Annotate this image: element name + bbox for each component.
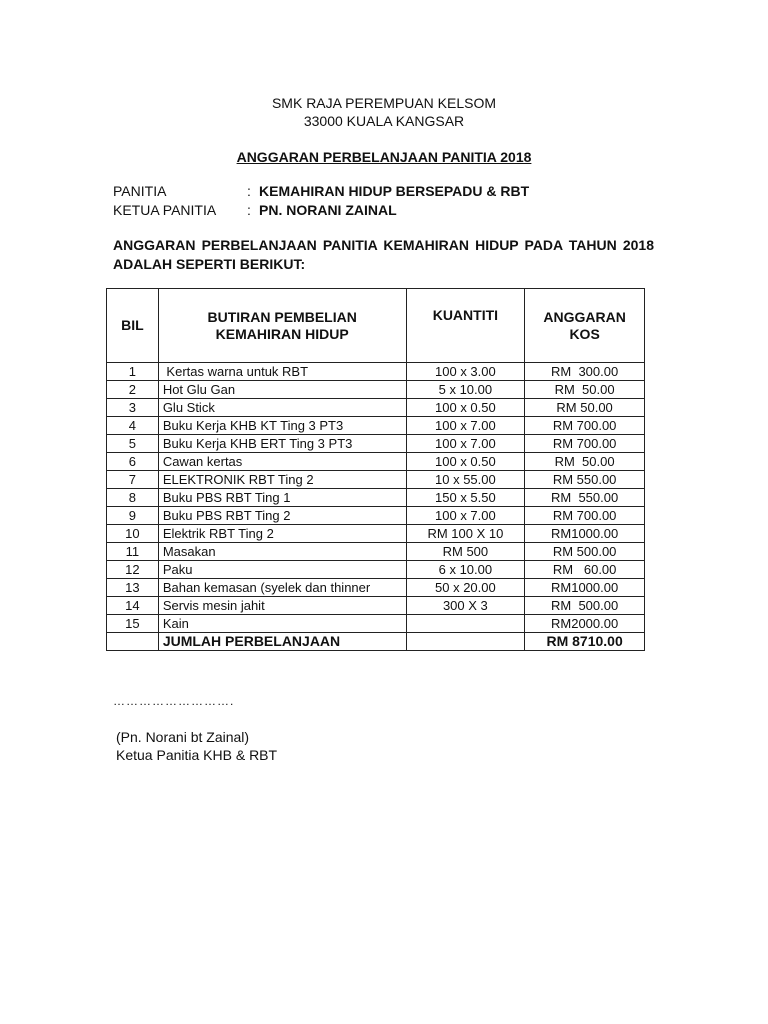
cell-cost: RM 50.00 <box>525 453 645 471</box>
cell-cost: RM 50.00 <box>525 399 645 417</box>
cell-qty: 100 x 7.00 <box>406 417 525 435</box>
cell-bil: 7 <box>107 471 159 489</box>
cell-bil: 12 <box>107 561 159 579</box>
cell-item: Cawan kertas <box>158 453 406 471</box>
cell-item: ELEKTRONIK RBT Ting 2 <box>158 471 406 489</box>
school-name: SMK RAJA PEREMPUAN KELSOM <box>271 95 497 111</box>
document-title: ANGGARAN PERBELANJAAN PANITIA 2018 <box>236 149 532 165</box>
cell-bil: 4 <box>107 417 159 435</box>
cell-qty: 150 x 5.50 <box>406 489 525 507</box>
cell-item: Buku PBS RBT Ting 2 <box>158 507 406 525</box>
ketua-separator: : <box>247 202 251 218</box>
cell-qty: 50 x 20.00 <box>406 579 525 597</box>
header-cost-line2: KOS <box>569 325 600 342</box>
cell-cost: RM1000.00 <box>525 579 645 597</box>
cell-bil: 8 <box>107 489 159 507</box>
table-row <box>107 417 645 435</box>
cell-bil: 1 <box>107 363 159 381</box>
cell-item: Paku <box>158 561 406 579</box>
school-address: 33000 KUALA KANGSAR <box>303 113 465 129</box>
cell-qty: 100 x 7.00 <box>406 507 525 525</box>
panitia-separator: : <box>247 183 251 199</box>
header-item-line2: KEMAHIRAN HIDUP <box>215 325 349 342</box>
header-bil: BIL <box>107 289 159 363</box>
cell-item: Kertas warna untuk RBT <box>158 363 406 381</box>
cell-qty: 10 x 55.00 <box>406 471 525 489</box>
signatory-position: Ketua Panitia KHB & RBT <box>116 747 278 763</box>
cell-bil: 11 <box>107 543 159 561</box>
cell-qty: 100 x 3.00 <box>406 363 525 381</box>
cell-cost: RM1000.00 <box>525 525 645 543</box>
cell-qty: 100 x 7.00 <box>406 435 525 453</box>
intro-paragraph: ANGGARAN PERBELANJAAN PANITIA KEMAHIRAN HIDUP PADA TAHUN 2018 ADALAH SEPERTI BERIKUT: <box>113 237 654 272</box>
total-label: JUMLAH PERBELANJAAN <box>158 633 406 651</box>
ketua-value: PN. NORANI ZAINAL <box>259 202 397 218</box>
table-row <box>107 615 645 633</box>
cell-cost: RM 50.00 <box>525 381 645 399</box>
header-item <box>158 289 406 363</box>
cell-bil: 2 <box>107 381 159 399</box>
cell-item: Masakan <box>158 543 406 561</box>
table-row <box>107 471 645 489</box>
cell-qty: RM 100 X 10 <box>406 525 525 543</box>
cell-bil: 3 <box>107 399 159 417</box>
cell-item: Buku Kerja KHB ERT Ting 3 PT3 <box>158 435 406 453</box>
header-item-line1: BUTIRAN PEMBELIAN <box>207 308 357 325</box>
cell-bil: 9 <box>107 507 159 525</box>
cell-bil: 15 <box>107 615 159 633</box>
cell-item: Glu Stick <box>158 399 406 417</box>
header-cost-line1: ANGGARAN <box>543 308 626 325</box>
signatory-name: (Pn. Norani bt Zainal) <box>116 729 250 745</box>
table-row <box>107 561 645 579</box>
header-qty: KUANTITI <box>406 289 525 363</box>
budget-table <box>106 288 645 651</box>
cell-bil: 6 <box>107 453 159 471</box>
cell-item: Servis mesin jahit <box>158 597 406 615</box>
cell-cost: RM 550.00 <box>525 489 645 507</box>
table-row <box>107 507 645 525</box>
cell-cost: RM2000.00 <box>525 615 645 633</box>
table-row <box>107 525 645 543</box>
signature-line: ………………………. <box>113 694 235 708</box>
table-row <box>107 579 645 597</box>
cell-item: Kain <box>158 615 406 633</box>
cell-qty: RM 500 <box>406 543 525 561</box>
table-row <box>107 399 645 417</box>
table-row <box>107 363 645 381</box>
header-cost <box>525 289 645 363</box>
cell-qty: 100 x 0.50 <box>406 453 525 471</box>
table-row <box>107 489 645 507</box>
cell-cost: RM 700.00 <box>525 435 645 453</box>
total-value: RM 8710.00 <box>525 633 645 651</box>
cell-cost: RM 550.00 <box>525 471 645 489</box>
cell-item: Elektrik RBT Ting 2 <box>158 525 406 543</box>
table-body <box>107 363 645 633</box>
cell-bil: 5 <box>107 435 159 453</box>
cell-item: Buku PBS RBT Ting 1 <box>158 489 406 507</box>
cell-qty <box>406 615 525 633</box>
cell-item: Bahan kemasan (syelek dan thinner <box>158 579 406 597</box>
cell-cost: RM 60.00 <box>525 561 645 579</box>
table-row <box>107 543 645 561</box>
cell-bil: 13 <box>107 579 159 597</box>
cell-cost: RM 500.00 <box>525 597 645 615</box>
table-row <box>107 453 645 471</box>
cell-bil: 14 <box>107 597 159 615</box>
total-row <box>107 633 645 651</box>
table-row <box>107 597 645 615</box>
panitia-label: PANITIA <box>113 183 167 199</box>
total-qty-cell <box>406 633 525 651</box>
cell-qty: 6 x 10.00 <box>406 561 525 579</box>
table-header-row <box>107 289 645 363</box>
table-row <box>107 435 645 453</box>
cell-item: Buku Kerja KHB KT Ting 3 PT3 <box>158 417 406 435</box>
total-bil-cell <box>107 633 159 651</box>
table-row <box>107 381 645 399</box>
cell-qty: 100 x 0.50 <box>406 399 525 417</box>
panitia-value: KEMAHIRAN HIDUP BERSEPADU & RBT <box>259 183 530 199</box>
cell-cost: RM 700.00 <box>525 417 645 435</box>
cell-qty: 5 x 10.00 <box>406 381 525 399</box>
cell-cost: RM 300.00 <box>525 363 645 381</box>
cell-cost: RM 700.00 <box>525 507 645 525</box>
cell-qty: 300 X 3 <box>406 597 525 615</box>
cell-item: Hot Glu Gan <box>158 381 406 399</box>
cell-bil: 10 <box>107 525 159 543</box>
cell-cost: RM 500.00 <box>525 543 645 561</box>
ketua-label: KETUA PANITIA <box>113 202 217 218</box>
